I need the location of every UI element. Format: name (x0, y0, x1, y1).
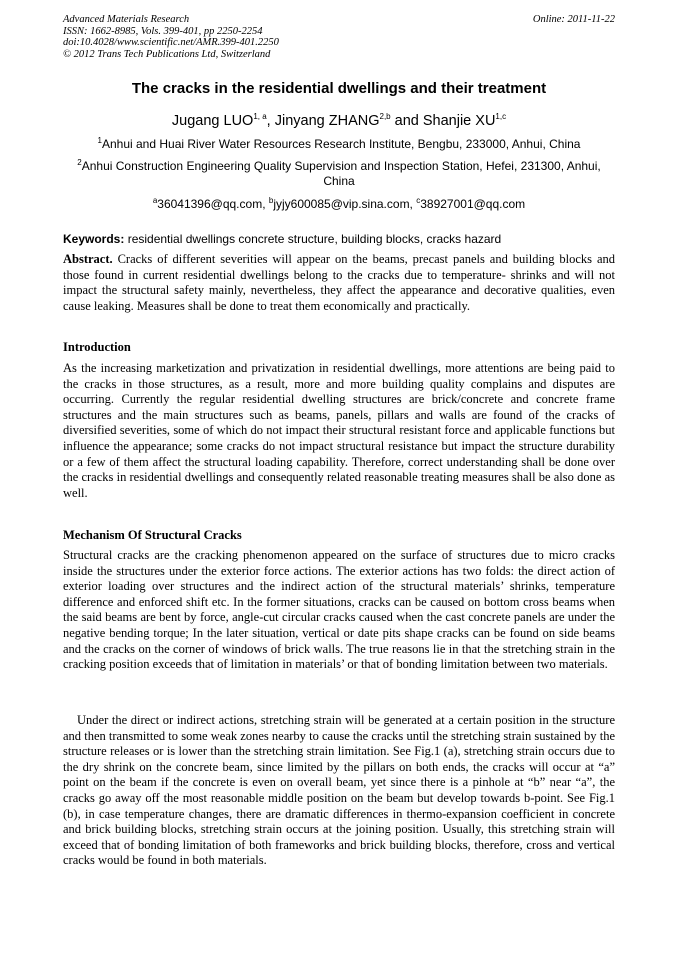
author-sup: 2,b (379, 112, 391, 122)
email-text: jyjy600085@vip.sina.com, (273, 197, 417, 211)
section-heading-introduction: Introduction (63, 340, 131, 354)
email-sup: c (416, 196, 421, 205)
affiliation-text: Anhui Construction Engineering Quality Supervision and Inspection Station, Hefei, 231300, Anhui, China (81, 159, 601, 188)
email-sup: a (152, 196, 158, 205)
email-sup: b (268, 196, 274, 205)
author-sup: 1,c (495, 112, 507, 122)
mechanism-paragraph-1: Structural cracks are the cracking phenomenon appeared on the surface of structures due to micro cracks inside the structures under the exterior force actions. The exterior actions has two folds: the direct action of exterior loading over structures and the indirect action of the structural materials’ shrinks, temperature difference and enforced shift etc. In the former situations, cracks can be caused on bottom cross beams when the said beams are bent by force, angle-cut circular cracks caused when the cast concrete panels are under the negative bending torque; In the later situation, vertical or date pits shape cracks can be found on side beams and the cracks on the corner of windows of brick walls. The true reasons lie in that the stretching strain in the cracking position exceeds that of limitation in materials’ or that of bonding limitation between two materials. (63, 548, 615, 672)
affiliation-sup: 2 (77, 158, 82, 167)
author-sup: 1, a (253, 112, 267, 122)
author-name: Jugang LUO (171, 113, 254, 129)
paper-title: The cracks in the residential dwellings and their treatment (131, 80, 547, 97)
affiliation-1 (63, 137, 615, 152)
issn-line: ISSN: 1662-8985, Vols. 399-401, pp 2250-2254 (63, 25, 263, 37)
journal-name: Advanced Materials Research (63, 14, 190, 25)
email-list (63, 197, 615, 212)
journal-header (63, 14, 615, 60)
author-list (63, 113, 615, 129)
author-separator: and (390, 113, 423, 129)
author-separator: , (266, 113, 275, 129)
abstract-paragraph (63, 252, 615, 314)
keywords-text: residential dwellings concrete structure, building blocks, cracks hazard (124, 232, 502, 246)
copyright-line: © 2012 Trans Tech Publications Ltd, Switzerland (63, 48, 271, 60)
keywords-label: Keywords: (63, 232, 125, 246)
affiliation-text: Anhui and Huai River Water Resources Research Institute, Bengbu, 233000, Anhui, China (101, 137, 581, 151)
online-date: Online: 2011-11-22 (532, 14, 615, 25)
doi-line: doi:10.4028/www.scientific.net/AMR.399-401.2250 (63, 37, 279, 48)
email-text: 36041396@qq.com, (157, 197, 269, 211)
abstract-label: Abstract. (63, 252, 113, 266)
mechanism-paragraph-2: Under the direct or indirect actions, stretching strain will be generated at a certain position in the structure and then transmitted to some weak zones nearby to cause the cracks until the stretching strain sustained by the structure releases or is lower than the stretching strain limitation. See Fig.1 (a), stretching strain occurs due to the dry shrink on the concrete beam, since limited by the pillars on both ends, the cracks will occur at “a” point on the beam if the concrete is even on overall beam, yet since there is a pinhole at “b” near “a”, the cracks go away off the most reasonable middle position on the beam but develop towards b-point. See Fig.1 (b), in case temperature changes, there are dramatic differences in thermo-expansion coefficient in concrete and brick building blocks, stretching strain occurs at the joining position. Usually, this stretching strain will exceed that of bonding limitation of both frameworks and brick building blocks, therefore, cross and vertical cracks would be found in both materials. (63, 713, 615, 868)
introduction-paragraph: As the increasing marketization and privatization in residential dwellings, more attentions are being paid to the cracks in those structures, as a result, more and more building quality complains and disputes are occurring. Currently the regular residential dwelling structures are brick/concrete and concrete frame structures and the main structures such as beams, panels, pillars and walls are found of the cracks of diversified severities, some of which do not impact their structural resistant force and applicable functions but influence the appearance; some cracks do not impact structural resistance but impact the structure durability or a few of them affect the structural loading capability. Therefore, correct understanding shall be done over the cracks in residential dwellings and consequently related reasonable treating measures shall be also done as well. (63, 361, 615, 500)
section-heading-mechanism: Mechanism Of Structural Cracks (63, 528, 242, 542)
affiliation-2 (63, 159, 615, 189)
affiliation-sup: 1 (97, 136, 102, 145)
author-name: Jinyang ZHANG (274, 113, 380, 129)
abstract-text: Cracks of different severities will appear on the beams, precast panels and building blocks and those found in current residential dwellings belong to the cracks due to temperature- shrinks and will not impact the structural safety mainly, nevertheless, they affect the appearance and decorative qualities, even cause leaking. Measures shall be done to treat them economically and practically. (63, 252, 615, 313)
email-text: 38927001@qq.com (420, 197, 526, 211)
keywords-line (63, 232, 615, 246)
author-name: Shanjie XU (422, 113, 496, 129)
